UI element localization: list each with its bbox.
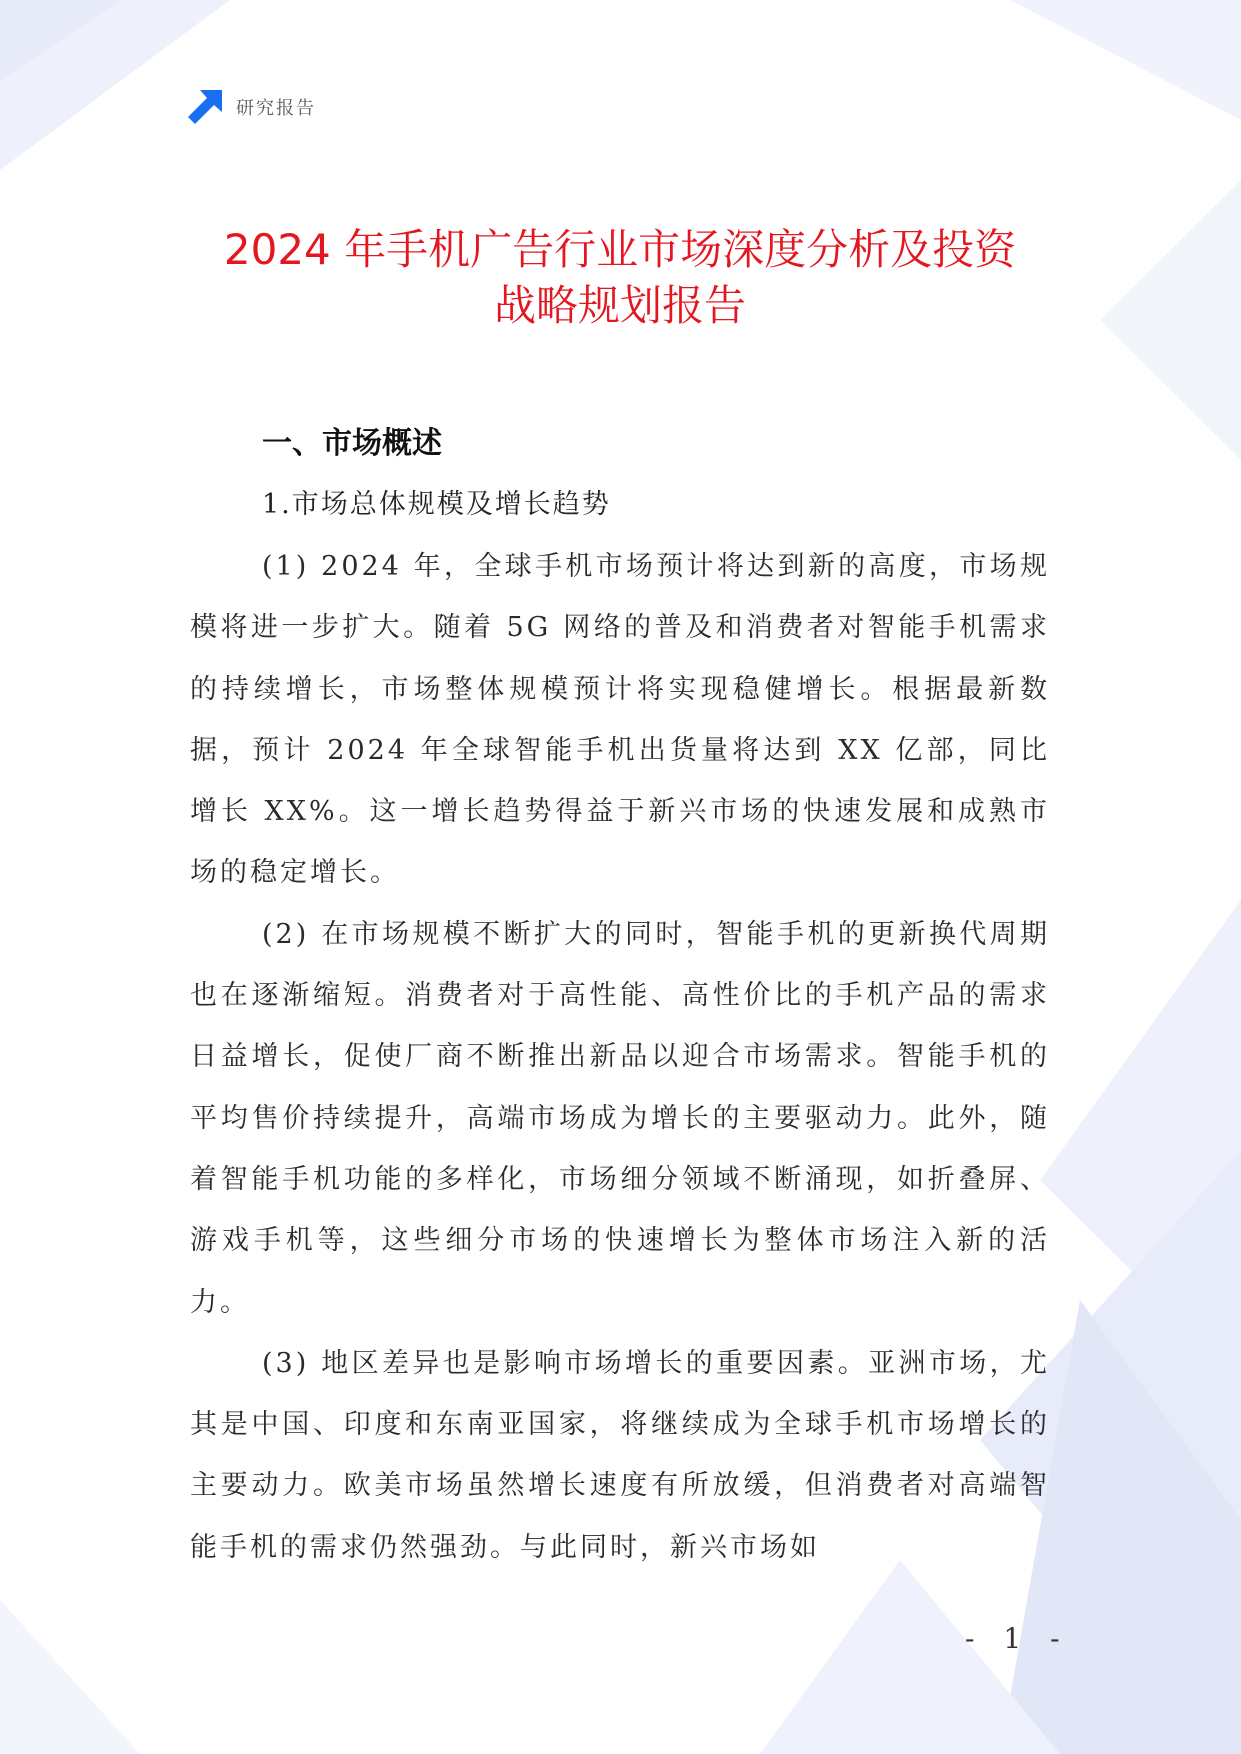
paragraph-3: (3) 地区差异也是影响市场增长的重要因素。亚洲市场，尤其是中国、印度和东南亚国家，将继续成为全球手机市场增长的主要动力。欧美市场虽然增长速度有所放缓，但消费者对高端智能手机的需求仍然强劲。与此同时，新兴市场如 — [190, 1347, 1050, 1563]
body-text — [190, 536, 1050, 1578]
document-title — [120, 222, 1120, 334]
paragraph-2: (2) 在市场规模不断扩大的同时，智能手机的更新换代周期也在逐渐缩短。消费者对于高性能、高性价比的手机产品的需求日益增长，促使厂商不断推出新品以迎合市场需求。智能手机的平均售价持续提升，高端市场成为增长的主要驱动力。此外，随着智能手机功能的多样化，市场细分领域不断涌现，如折叠屏、游戏手机等，这些细分市场的快速增长为整体市场注入新的活力。 — [190, 918, 1050, 1318]
section-heading: 一、市场概述 — [262, 426, 442, 461]
page-number: - 1 - — [965, 1622, 1070, 1655]
sub-heading: 1.市场总体规模及增长趋势 — [262, 489, 611, 520]
paragraph-1: (1) 2024 年，全球手机市场预计将达到新的高度，市场规模将进一步扩大。随着 5G 网络的普及和消费者对智能手机需求的持续增长，市场整体规模预计将实现稳健增长。根据最新数据，预计 2024 年全球智能手机出货量将达到 XX 亿部，同比增长 XX%。这一增长趋势得益于新兴市场的快速发展和成熟市场的稳定增长。 — [190, 551, 1050, 889]
arrow-up-right-icon — [186, 88, 224, 126]
title-line-1: 2024 年手机广告行业市场深度分析及投资 — [223, 225, 1017, 274]
report-header — [186, 88, 316, 126]
title-line-2: 战略规划报告 — [493, 281, 746, 330]
report-label: 研究报告 — [236, 98, 316, 119]
